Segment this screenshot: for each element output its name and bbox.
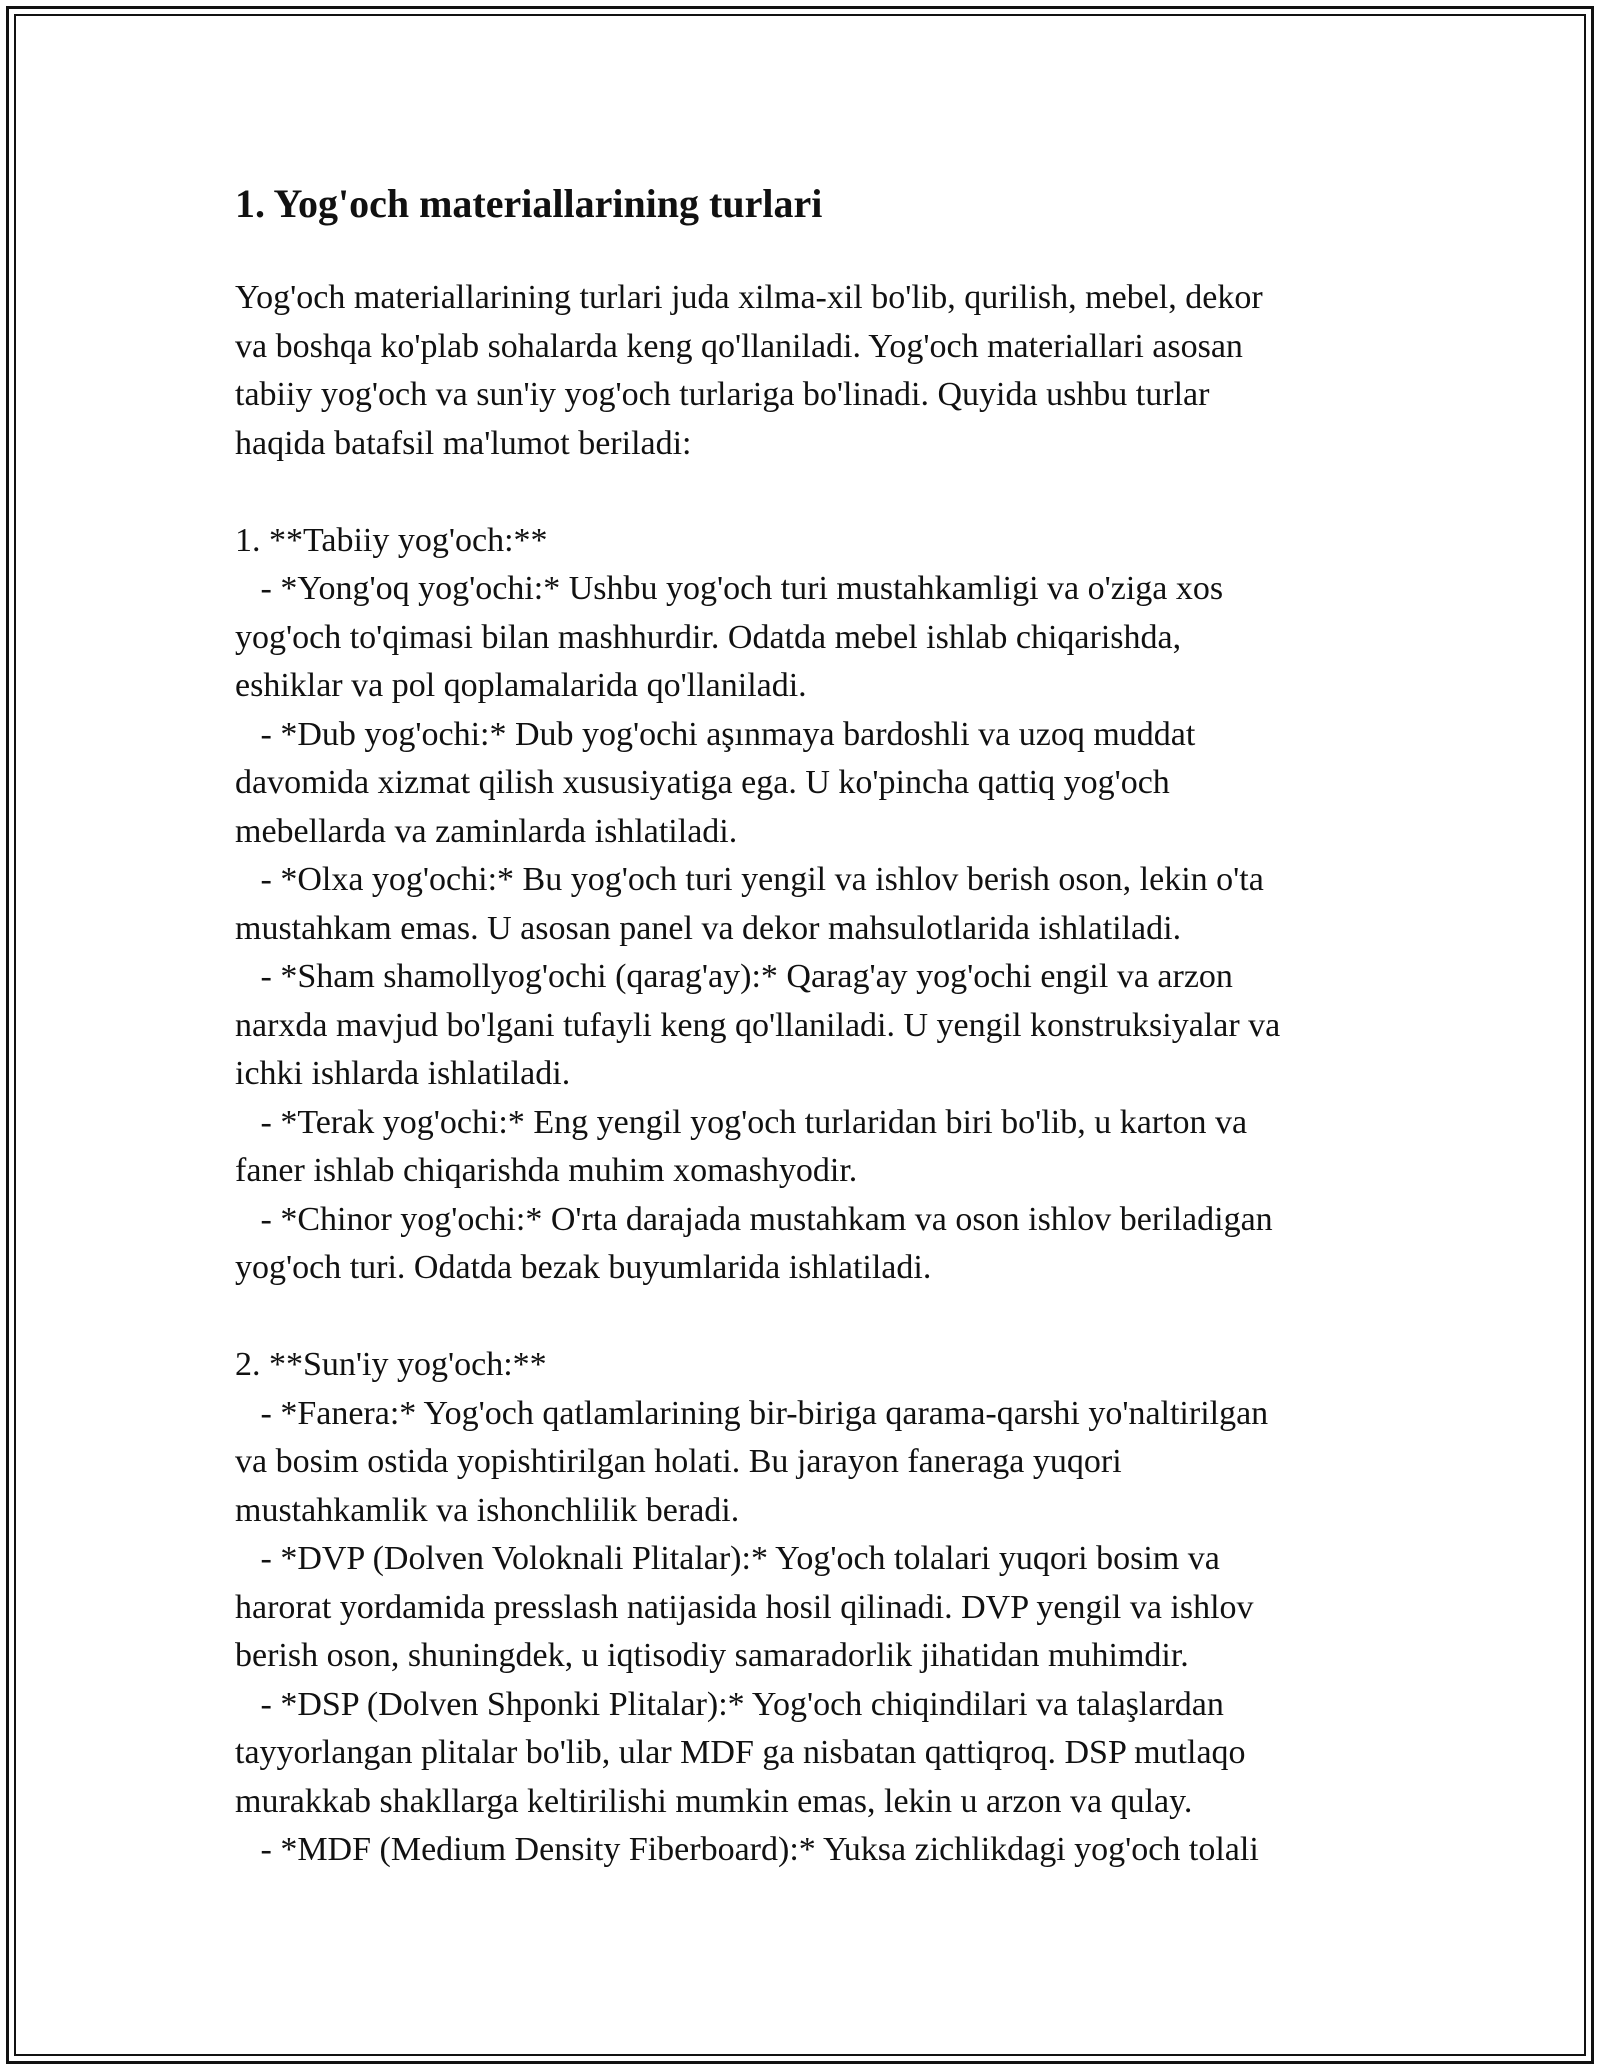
blank-line xyxy=(235,1293,1385,1342)
text-line: - *Dub yog'ochi:* Dub yog'ochi aşınmaya bardoshli va uzoq muddat xyxy=(235,715,1196,753)
text-line: - *MDF (Medium Density Fiberboard):* Yuksa zichlikdagi yog'och tolali xyxy=(235,1831,1259,1868)
text-line: - *Yong'oq yog'ochi:* Ushbu yog'och turi mustahkamligi va o'ziga xos xyxy=(235,570,1224,607)
text-line: tayyorlangan plitalar bo'lib, ular MDF ga nisbatan qattiqroq. DSP mutlaqo xyxy=(235,1734,1246,1771)
text-line: yog'och to'qimasi bilan mashhurdir. Odatda mebel ishlab chiqarishda, xyxy=(235,618,1182,656)
text-line: - *DSP (Dolven Shponki Plitalar):* Yog'och chiqindilari va talaşlardan xyxy=(235,1685,1224,1723)
text-line: - *Fanera:* Yog'och qatlamlarining bir-biriga qarama-qarshi yo'naltirilgan xyxy=(235,1394,1269,1432)
text-line: va boshqa ko'plab sohalarda keng qo'llaniladi. Yog'och materiallari asosan xyxy=(235,327,1243,365)
text-line: murakkab shakllarga keltirilishi mumkin emas, lekin u arzon va qulay. xyxy=(235,1782,1193,1820)
text-line: Yog'och materiallarining turlari juda xilma-xil bo'lib, qurilish, mebel, dekor xyxy=(235,279,1263,316)
section-heading: 1. Yog'och materiallarining turlari xyxy=(235,181,823,226)
list-heading-natural-wood: 1. **Tabiiy yog'och:** xyxy=(235,521,548,559)
text-line: mebellarda va zaminlarda ishlatiladi. xyxy=(235,812,738,850)
blank-line xyxy=(235,468,1385,517)
text-line: faner ishlab chiqarishda muhim xomashyodir. xyxy=(235,1152,858,1189)
text-line: yog'och turi. Odatda bezak buyumlarida ishlatiladi. xyxy=(235,1249,932,1286)
text-line: haqida batafsil ma'lumot beriladi: xyxy=(235,424,692,462)
text-line: mustahkamlik va ishonchlilik beradi. xyxy=(235,1491,740,1529)
text-line: mustahkam emas. U asosan panel va dekor mahsulotlarida ishlatiladi. xyxy=(235,909,1182,947)
text-line: va bosim ostida yopishtirilgan holati. Bu jarayon faneraga yuqori xyxy=(235,1443,1122,1480)
text-line: narxda mavjud bo'lgani tufayli keng qo'llaniladi. U yengil konstruksiyalar va xyxy=(235,1006,1281,1044)
text-line: - *Chinor yog'ochi:* O'rta darajada mustahkam va oson ishlov beriladigan xyxy=(235,1200,1273,1238)
text-line: harorat yordamida presslash natijasida hosil qilinadi. DVP yengil va ishlov xyxy=(235,1588,1254,1626)
text-line: - *Terak yog'ochi:* Eng yengil yog'och turlaridan biri bo'lib, u karton va xyxy=(235,1103,1248,1141)
text-line: davomida xizmat qilish xususiyatiga ega. U ko'pincha qattiq yog'och xyxy=(235,764,1170,801)
text-line: - *Olxa yog'ochi:* Bu yog'och turi yengil va ishlov berish oson, lekin o'ta xyxy=(235,861,1264,898)
text-line: - *Sham shamollyog'ochi (qarag'ay):* Qarag'ay yog'ochi engil va arzon xyxy=(235,958,1233,995)
text-line: - *DVP (Dolven Voloknali Plitalar):* Yog'och tolalari yuqori bosim va xyxy=(235,1540,1220,1577)
text-line: eshiklar va pol qoplamalarida qo'llaniladi. xyxy=(235,667,807,704)
text-line: ichki ishlarda ishlatiladi. xyxy=(235,1055,571,1092)
list-heading-artificial-wood: 2. **Sun'iy yog'och:** xyxy=(235,1346,547,1383)
text-line: berish oson, shuningdek, u iqtisodiy samaradorlik jihatidan muhimdir. xyxy=(235,1637,1189,1674)
document-content xyxy=(235,178,1385,1875)
document-body xyxy=(235,274,1385,1875)
text-line: tabiiy yog'och va sun'iy yog'och turlariga bo'linadi. Quyida ushbu turlar xyxy=(235,376,1210,413)
